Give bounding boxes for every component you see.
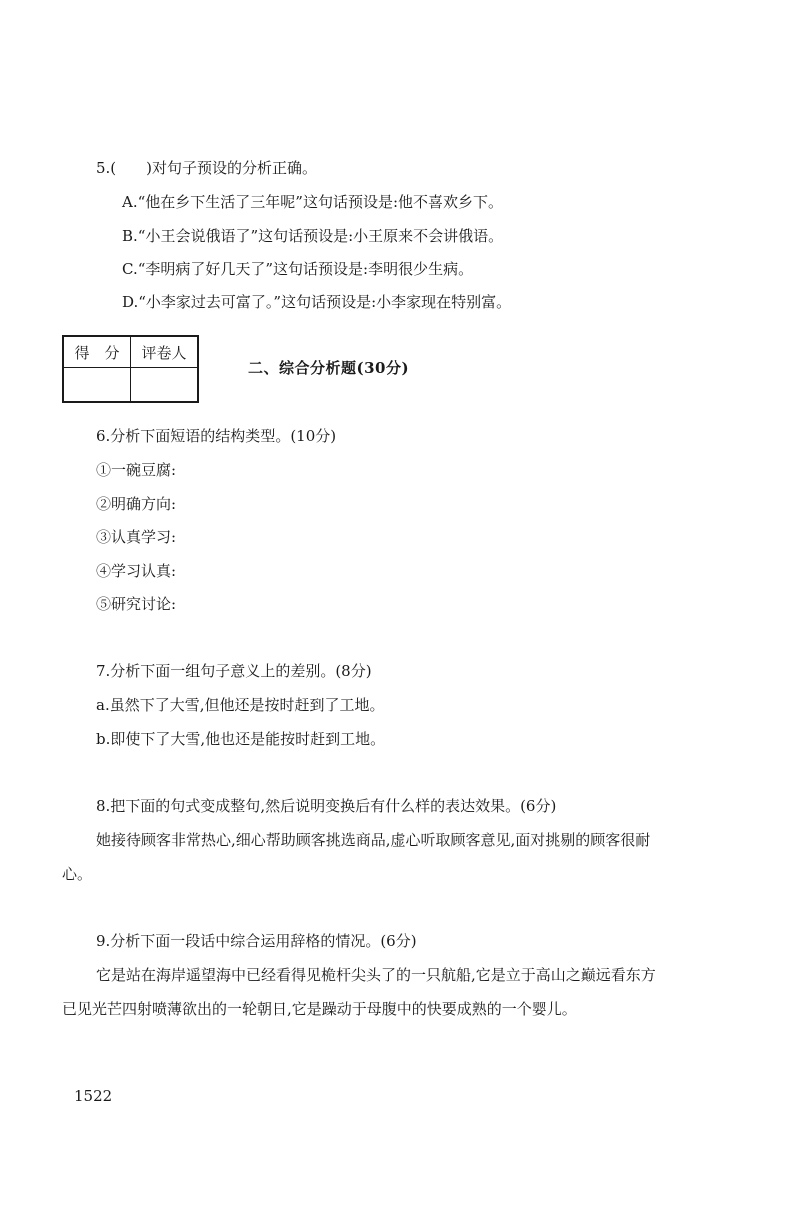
q7-sentence-b: b.即使下了大雪,他也还是能按时赶到工地。 bbox=[96, 730, 386, 748]
q5-option-b: B.“小王会说俄语了”这句话预设是:小王原来不会讲俄语。 bbox=[122, 227, 504, 245]
q8-stem: 8.把下面的句式变成整句,然后说明变换后有什么样的表达效果。(6分) bbox=[96, 797, 557, 815]
q5-option-c: C.“李明病了好几天了”这句话预设是:李明很少生病。 bbox=[122, 260, 474, 278]
page-number: 1522 bbox=[74, 1087, 113, 1105]
q5-option-a: A.“他在乡下生活了三年呢”这句话预设是:他不喜欢乡下。 bbox=[122, 193, 503, 211]
q6-item-5: ⑤研究讨论: bbox=[96, 595, 177, 613]
q6-item-2: ②明确方向: bbox=[96, 495, 177, 513]
q9-stem: 9.分析下面一段话中综合运用辞格的情况。(6分) bbox=[96, 932, 417, 950]
grader-label: 评卷人 bbox=[131, 336, 199, 368]
score-label: 得 分 bbox=[63, 336, 131, 368]
q7-stem: 7.分析下面一组句子意义上的差别。(8分) bbox=[96, 662, 372, 680]
q9-text-line2: 已见光芒四射喷薄欲出的一轮朝日,它是躁动于母腹中的快要成熟的一个婴儿。 bbox=[62, 1000, 577, 1018]
q9-text-line1: 它是站在海岸遥望海中已经看得见桅杆尖头了的一只航船,它是立于高山之巅远看东方 bbox=[96, 966, 656, 984]
grader-cell bbox=[131, 368, 199, 403]
q6-stem: 6.分析下面短语的结构类型。(10分) bbox=[96, 427, 337, 445]
q6-item-4: ④学习认真: bbox=[96, 562, 177, 580]
q5-stem: 5.( )对句子预设的分析正确。 bbox=[96, 159, 318, 177]
q8-text-line1: 她接待顾客非常热心,细心帮助顾客挑选商品,虚心听取顾客意见,面对挑剔的顾客很耐 bbox=[96, 831, 651, 849]
q7-sentence-a: a.虽然下了大雪,但他还是按时赶到了工地。 bbox=[96, 696, 385, 714]
q8-text-line2: 心。 bbox=[62, 865, 93, 883]
q6-item-1: ①一碗豆腐: bbox=[96, 461, 177, 479]
section2-heading: 二、综合分析题(30分) bbox=[248, 359, 410, 377]
score-cell bbox=[63, 368, 131, 403]
q6-item-3: ③认真学习: bbox=[96, 528, 177, 546]
score-box bbox=[62, 335, 199, 403]
q5-option-d: D.“小李家过去可富了。”这句话预设是:小李家现在特别富。 bbox=[122, 293, 512, 311]
